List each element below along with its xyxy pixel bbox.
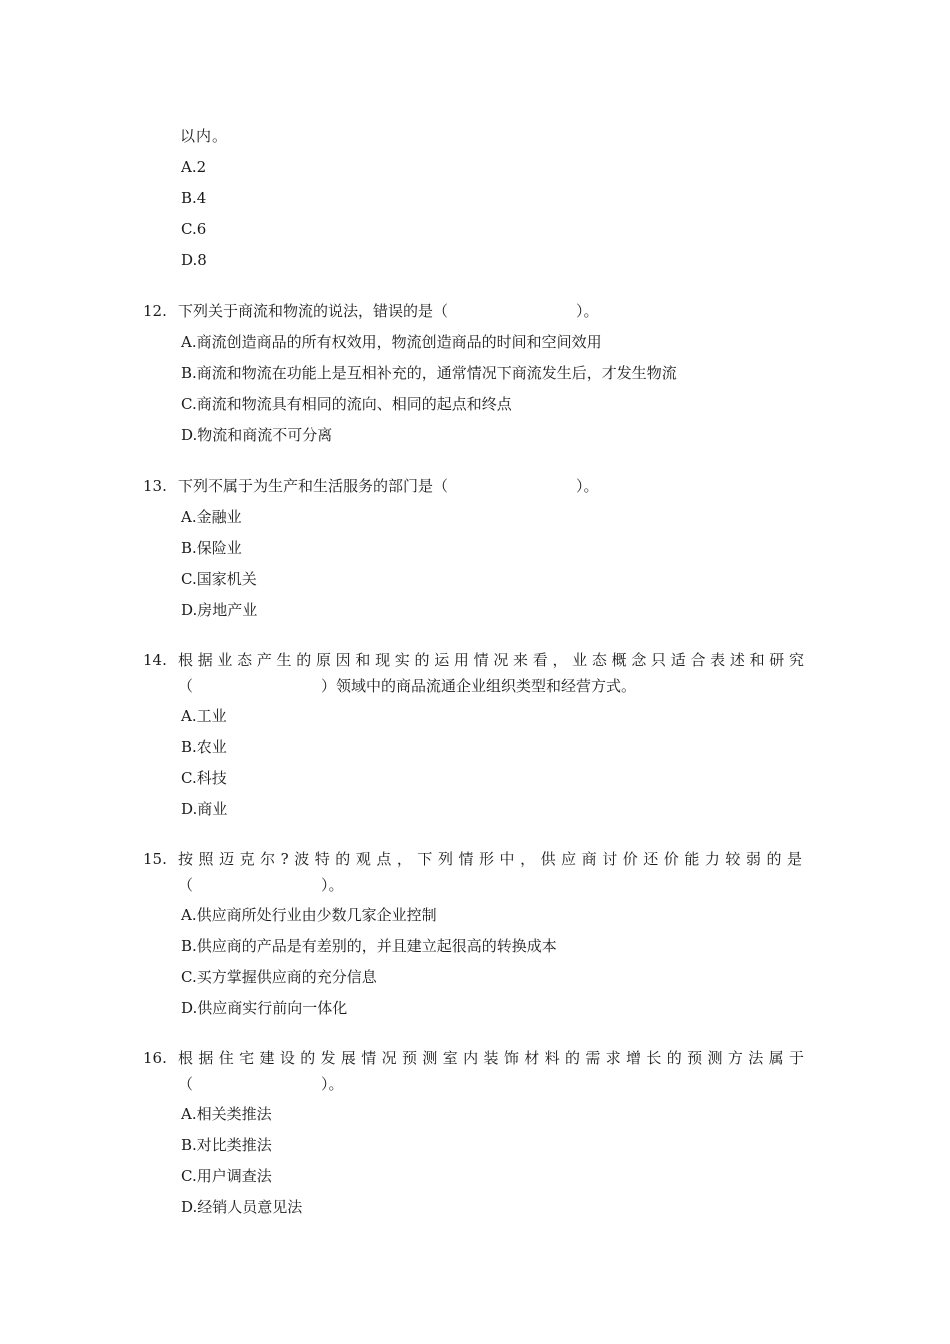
option-b: B.商流和物流在功能上是互相补充的，通常情况下商流发生后，才发生物流 [181, 364, 677, 382]
answer-blank-close: ）。 [576, 477, 599, 495]
question-stem-line2 [178, 875, 344, 895]
option-b: B.4 [181, 189, 207, 207]
option-d: D.供应商实行前向一体化 [181, 999, 348, 1017]
question-stem [178, 476, 599, 496]
option-b: B.供应商的产品是有差别的，并且建立起很高的转换成本 [181, 937, 557, 955]
option-a: A.工业 [181, 707, 227, 725]
question-stem-text: 下列不属于为生产和生活服务的部门是 [178, 477, 434, 495]
option-c: C.科技 [181, 769, 227, 787]
answer-blank-close: ） [321, 677, 337, 695]
question-number: 12. [143, 302, 167, 320]
option-b: B.对比类推法 [181, 1136, 272, 1154]
option-d: D.经销人员意见法 [181, 1198, 303, 1216]
answer-blank-open: （ [178, 677, 194, 695]
previous-question-continuation: 以内。 [180, 127, 229, 145]
question-number: 14. [143, 651, 167, 669]
option-d: D.8 [181, 251, 207, 269]
question-number: 15. [143, 850, 167, 868]
option-a: A.2 [181, 158, 207, 176]
answer-blank-close: ）。 [321, 1075, 344, 1093]
option-b: B.保险业 [181, 539, 242, 557]
option-a: A.商流创造商品的所有权效用，物流创造商品的时间和空间效用 [181, 333, 602, 351]
question-stem-line2 [178, 1074, 344, 1094]
question-stem [178, 301, 599, 321]
question-stem-tail: 领域中的商品流通企业组织类型和经营方式。 [336, 677, 637, 695]
answer-blank-open: （ [433, 477, 449, 495]
question-stem-line1: 按照迈克尔?波特的观点，下列情形中，供应商讨价还价能力较弱的是 [178, 850, 806, 868]
option-d: D.房地产业 [181, 601, 258, 619]
question-stem-line1: 根据住宅建设的发展情况预测室内装饰材料的需求增长的预测方法属于 [178, 1049, 806, 1067]
question-number: 13. [143, 477, 167, 495]
answer-blank-open: （ [178, 876, 194, 894]
answer-blank-close: ）。 [576, 302, 599, 320]
option-d: D.物流和商流不可分离 [181, 426, 333, 444]
option-a: A.供应商所处行业由少数几家企业控制 [181, 906, 437, 924]
answer-blank-open: （ [178, 1075, 194, 1093]
option-c: C.商流和物流具有相同的流向、相同的起点和终点 [181, 395, 512, 413]
question-stem-text: 下列关于商流和物流的说法，错误的是 [178, 302, 434, 320]
option-c: C.国家机关 [181, 570, 257, 588]
answer-blank-open: （ [433, 302, 449, 320]
question-stem-line1: 根据业态产生的原因和现实的运用情况来看，业态概念只适合表述和研究 [178, 651, 806, 669]
answer-blank-close: ）。 [321, 876, 344, 894]
question-number: 16. [143, 1049, 167, 1067]
option-b: B.农业 [181, 738, 227, 756]
option-c: C.买方掌握供应商的充分信息 [181, 968, 377, 986]
option-d: D.商业 [181, 800, 228, 818]
option-c: C.6 [181, 220, 207, 238]
option-a: A.相关类推法 [181, 1105, 272, 1123]
option-c: C.用户调查法 [181, 1167, 272, 1185]
option-a: A.金融业 [181, 508, 242, 526]
question-stem-line2 [178, 676, 636, 696]
